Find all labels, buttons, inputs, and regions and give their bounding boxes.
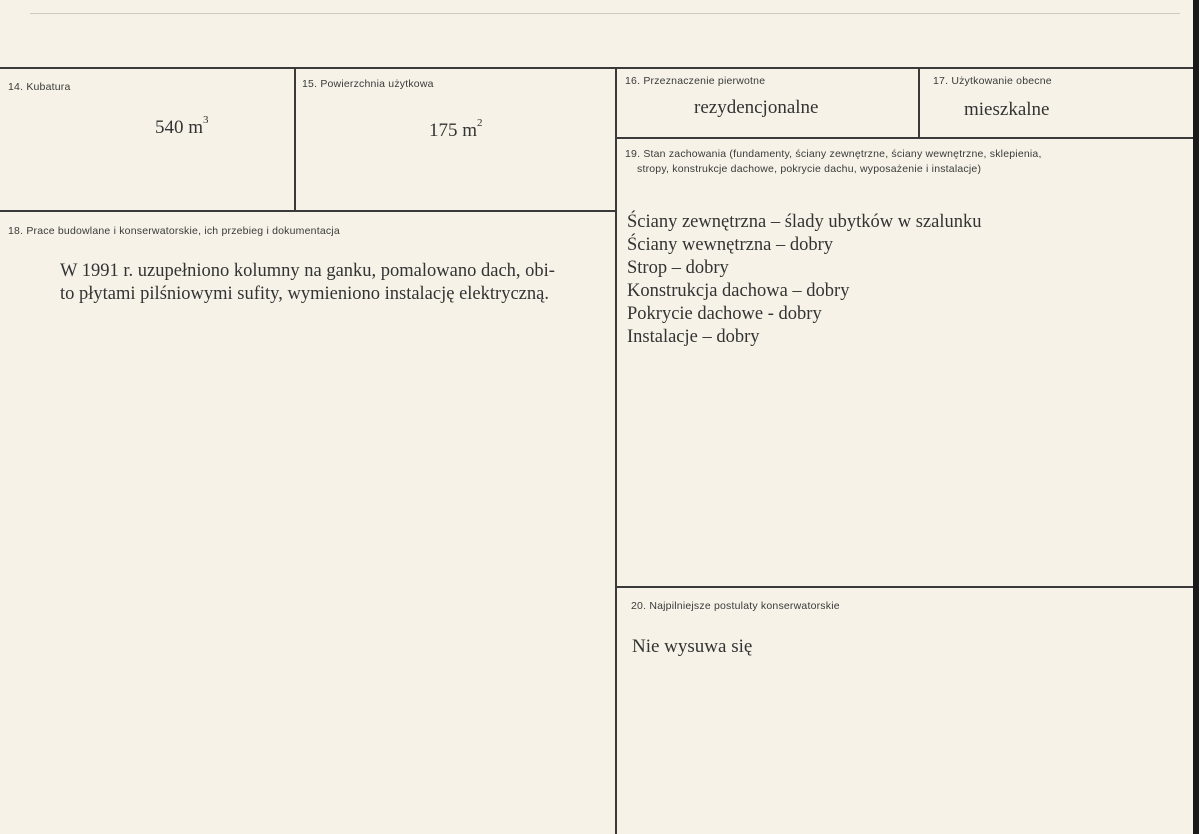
- divider-14-15: [294, 67, 296, 212]
- rule-below-14-15: [0, 210, 617, 212]
- field-16-value: rezydencjonalne: [694, 97, 819, 118]
- field-19-line: Konstrukcja dachowa – dobry: [627, 281, 850, 301]
- field-14-value: 540 $m^3$: [155, 114, 209, 138]
- field-19-label-line2: stropy, konstrukcje dachowe, pokrycie dachu, wyposażenie i instalacje): [637, 163, 982, 175]
- field-19-line: Pokrycie dachowe - dobry: [627, 304, 822, 324]
- center-divider: [615, 67, 617, 834]
- field-19-line: Ściany zewnętrzna – ślady ubytków w szalunku: [627, 212, 982, 232]
- field-19-text: [627, 211, 982, 349]
- field-18-line: to płytami pilśniowymi sufity, wymieniono instalację elektryczną.: [60, 284, 549, 304]
- field-17-label: 17. Użytkowanie obecne: [933, 75, 1052, 87]
- divider-16-17: [918, 67, 920, 138]
- field-14-label: 14. Kubatura: [8, 81, 71, 93]
- field-17-value: mieszkalne: [964, 99, 1050, 120]
- field-15-value: 175 $m^2$: [429, 117, 483, 141]
- rule-below-16-17: [616, 137, 1193, 139]
- field-19-line: Instalacje – dobry: [627, 327, 760, 347]
- field-20-label: 20. Najpilniejsze postulaty konserwatorskie: [631, 600, 840, 612]
- field-18-text: [60, 260, 555, 306]
- field-15-label: 15. Powierzchnia użytkowa: [302, 78, 434, 90]
- top-faint-line: [30, 13, 1180, 14]
- field-18-label: 18. Prace budowlane i konserwatorskie, ich przebieg i dokumentacja: [8, 225, 340, 237]
- field-20-value: Nie wysuwa się: [632, 636, 753, 657]
- scan-edge: [1193, 0, 1199, 834]
- top-rule: [0, 67, 1193, 69]
- field-19-label-line1: 19. Stan zachowania (fundamenty, ściany zewnętrzne, ściany wewnętrzne, sklepienia,: [625, 148, 1042, 160]
- field-18-line: W 1991 r. uzupełniono kolumny na ganku, pomalowano dach, obi-: [60, 261, 555, 281]
- field-16-label: 16. Przeznaczenie pierwotne: [625, 75, 766, 87]
- field-19-line: Strop – dobry: [627, 258, 729, 278]
- rule-above-20: [616, 586, 1193, 588]
- field-19-line: Ściany wewnętrzna – dobry: [627, 235, 834, 255]
